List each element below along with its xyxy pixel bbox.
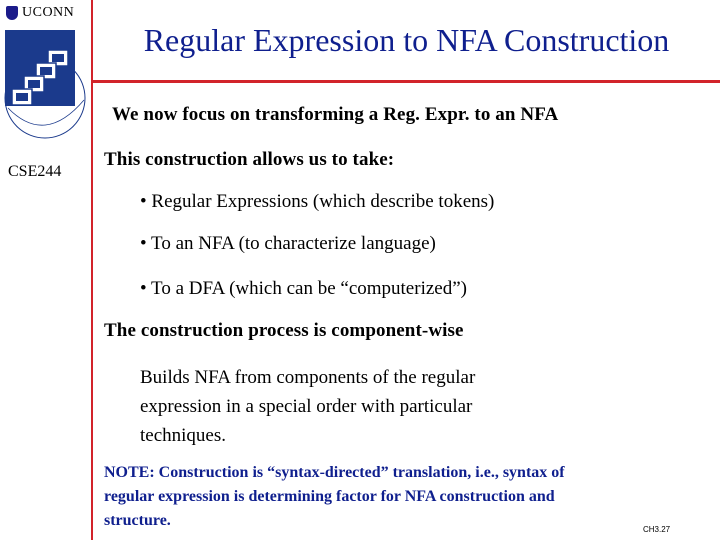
detail-line-2: expression in a special order with particular [140,396,473,417]
uconn-shield-icon [6,6,18,20]
department-logo [2,28,88,148]
slide-title: Regular Expression to NFA Construction [143,22,670,58]
brand [6,5,74,21]
detail-line-3: techniques. [140,425,227,446]
page-number: CH3.27 [643,525,671,534]
note-line-3: structure. [104,512,171,529]
note-line-2: regular expression is determining factor for NFA construction and [104,488,555,505]
note-line-1: NOTE: Construction is “syntax-directed” translation, i.e., syntax of [104,464,565,481]
detail-line-1: Builds NFA from components of the regular [140,367,476,388]
note-paragraph [104,461,704,533]
bullet-2: • To an NFA (to characterize language) [140,233,436,254]
detail-paragraph [140,363,475,450]
bullet-1: • Regular Expressions (which describe tokens) [140,191,495,212]
text-line-3: The construction process is component-wise [104,320,464,341]
sidebar [0,0,92,540]
text-line-1: We now focus on transforming a Reg. Expr. to an NFA [112,104,559,125]
course-code: CSE244 [8,163,62,180]
text-line-2: This construction allows us to take: [104,149,395,170]
brand-name: UCONN [22,5,75,20]
title-rule [93,80,720,83]
bullet-3: • To a DFA (which can be “computerized”) [140,278,467,299]
